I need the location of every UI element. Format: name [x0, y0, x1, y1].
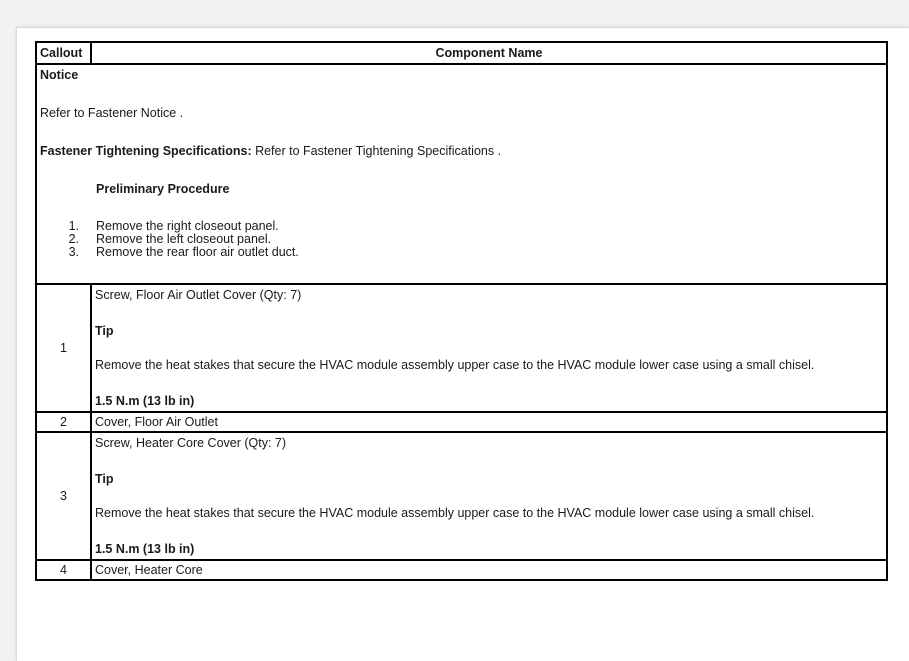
fastener-spec-line — [40, 144, 882, 158]
callout-number: 3 — [36, 432, 91, 560]
procedure-step: 2. Remove the left closeout panel. — [68, 232, 272, 246]
tip-text: Remove the heat stakes that secure the HVAC module assembly upper case to the HVAC module lower case using a small chisel. — [95, 506, 815, 520]
component-name: Cover, Floor Air Outlet — [91, 412, 887, 432]
fastener-notice-text: Refer to Fastener Notice . — [40, 106, 184, 120]
component-name: Screw, Heater Core Cover (Qty: 7) — [95, 436, 287, 450]
table-row — [36, 560, 887, 580]
tip-label: Tip — [95, 324, 114, 338]
fastener-spec-text: Refer to Fastener Tightening Specifications . — [251, 144, 502, 158]
component-name-header: Component Name — [91, 42, 887, 64]
notice-row — [36, 64, 887, 284]
component-cell — [91, 432, 887, 560]
table-row — [36, 412, 887, 432]
tip-label: Tip — [95, 472, 114, 486]
preliminary-procedure-title: Preliminary Procedure — [96, 182, 230, 196]
tip-text: Remove the heat stakes that secure the HVAC module assembly upper case to the HVAC module lower case using a small chisel. — [95, 358, 815, 372]
fastener-spec-label: Fastener Tightening Specifications: — [40, 144, 252, 158]
document-page — [16, 27, 909, 661]
notice-text — [40, 106, 882, 120]
table-row — [36, 284, 887, 412]
component-cell — [91, 284, 887, 412]
component-name: Cover, Heater Core — [91, 560, 887, 580]
torque-spec: 1.5 N.m (13 lb in) — [95, 542, 195, 556]
table-header-row — [36, 42, 887, 64]
callout-number: 2 — [36, 412, 91, 432]
component-table — [35, 41, 888, 581]
procedure-step: 3. Remove the rear floor air outlet duct. — [68, 245, 299, 259]
component-name: Screw, Floor Air Outlet Cover (Qty: 7) — [95, 288, 302, 302]
callout-number: 1 — [36, 284, 91, 412]
procedure-step: 1. Remove the right closeout panel. — [68, 219, 279, 233]
torque-spec: 1.5 N.m (13 lb in) — [95, 394, 195, 408]
callout-number: 4 — [36, 560, 91, 580]
table-row — [36, 432, 887, 560]
notice-title: Notice — [40, 68, 79, 82]
callout-header: Callout — [36, 42, 91, 64]
procedure-steps — [40, 220, 882, 259]
notice-cell — [36, 64, 887, 284]
